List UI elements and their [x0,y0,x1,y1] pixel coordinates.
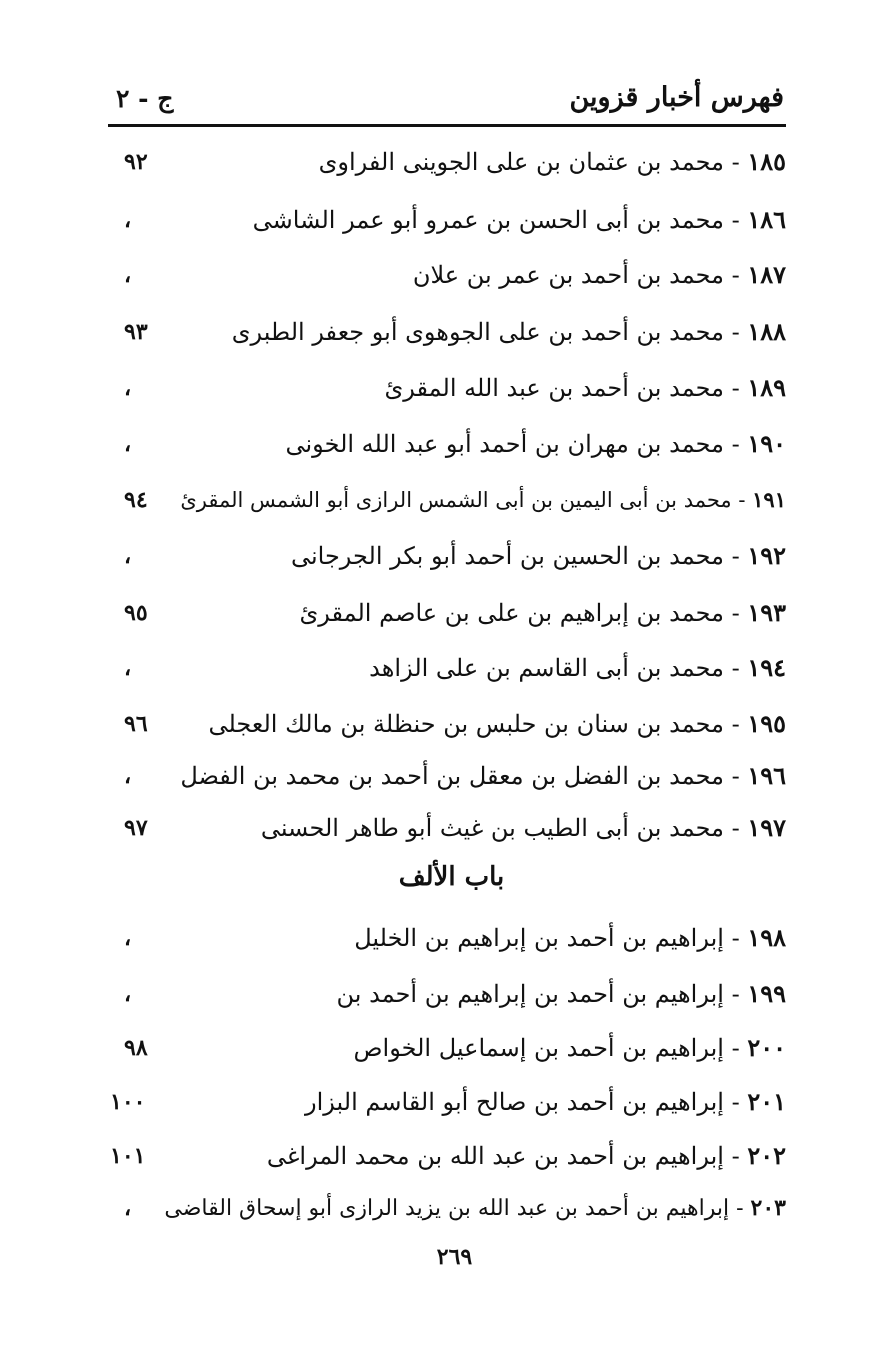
index-entry [110,1026,786,1070]
entry-text-line [354,916,786,960]
entry-text-line [253,198,786,242]
entry-text-line [305,1080,786,1124]
entry-name: محمد بن أبى الطيب بن غيث أبو طاهر الحسنى [260,814,724,842]
running-header [108,80,784,124]
entry-name: إبراهيم بن أحمد بن إبراهيم بن أحمد بن [336,980,724,1008]
index-entry [110,310,786,354]
entry-text-line [232,310,786,354]
section-heading: باب الألف [398,862,505,892]
entry-page: ، [124,375,132,401]
entry-dash: - [731,206,740,234]
page-number: ٢٦٩ [436,1244,473,1270]
entry-dash: - [731,374,740,402]
entry-text-line [164,1186,786,1231]
entry-name: محمد بن سنان بن حلبس بن حنظلة بن مالك العجلى [208,710,724,738]
entry-number: ١٨٦ [747,205,786,234]
entry-page: ٩٧ [124,815,148,841]
entry-number: ١٩٢ [747,541,786,570]
entry-text-line [337,972,786,1016]
entry-page: ، [124,925,132,951]
entry-text-line [180,754,786,798]
entry-name: إبراهيم بن أحمد بن صالح أبو القاسم البزار [305,1088,724,1116]
index-entry [110,140,786,184]
entry-number: ٢٠١ [747,1087,786,1116]
running-title: فهرس أخبار قزوين [569,82,784,113]
index-entry [110,198,786,242]
index-entry [110,591,786,635]
entry-text-line [354,1026,786,1070]
entry-number: ١٩٨ [747,923,786,952]
entry-dash: - [731,542,740,570]
entry-page: ، [124,981,132,1007]
entry-dash: - [731,148,740,176]
entry-dash: - [731,261,740,289]
entry-page: ٩٤ [124,487,148,513]
entry-name: محمد بن أحمد بن عمر بن علان [412,261,724,289]
entry-dash: - [731,1142,740,1170]
entry-number: ١٩٣ [747,598,786,627]
entry-number: ٢٠٢ [747,1141,786,1170]
entry-text-line [319,140,786,184]
entry-number: ١٩١ [752,487,786,512]
entry-name: إبراهيم بن أحمد بن عبد الله بن يزيد الرازى أبو إسحاق القاضى [164,1196,730,1221]
entry-name: إبراهيم بن أحمد بن إبراهيم بن الخليل [354,924,724,952]
entry-text-line [267,1134,786,1178]
index-entry [110,916,786,960]
entry-name: إبراهيم بن أحمد بن إسماعيل الخواص [353,1034,724,1062]
entry-dash: - [731,1088,740,1116]
entry-page: ، [124,207,132,233]
entry-page: ٩٨ [124,1035,148,1061]
entry-name: محمد بن أبى الحسن بن عمرو أبو عمر الشاشى [252,206,724,234]
entry-page: ، [124,543,132,569]
entry-number: ١٩٠ [747,429,786,458]
entry-text-line [261,806,786,850]
entry-name: محمد بن إبراهيم بن على بن عاصم المقرئ [299,599,724,627]
entry-dash: - [731,1034,740,1062]
entry-dash: - [731,318,740,346]
entry-text-line [208,702,786,746]
index-entry [110,534,786,578]
entry-number: ٢٠٠ [747,1033,786,1062]
index-entry [110,422,786,466]
entry-page: ٩٣ [124,319,148,345]
entry-number: ١٨٩ [747,373,786,402]
index-entry [110,1186,786,1230]
entry-text-line [384,366,786,410]
index-entry [110,754,786,798]
entry-dash: - [736,1196,744,1221]
entry-page: ١٠٠ [110,1089,146,1115]
entry-number: ١٨٨ [747,317,786,346]
entry-dash: - [731,654,740,682]
entry-number: ١٨٥ [747,147,786,176]
entry-name: محمد بن أحمد بن على الجوهوى أبو جعفر الطبرى [231,318,724,346]
entry-page: ، [124,763,132,789]
entry-number: ١٩٧ [747,813,786,842]
entry-dash: - [738,488,746,512]
entry-name: محمد بن أحمد بن عبد الله المقرئ [384,374,724,402]
entry-text-line [369,646,786,690]
entry-name: إبراهيم بن أحمد بن عبد الله بن محمد المراغى [266,1142,724,1170]
entry-page: ١٠١ [110,1143,146,1169]
entry-dash: - [731,710,740,738]
entry-name: محمد بن أبى اليمين بن أبى الشمس الرازى أبو الشمس المقرئ [180,488,732,512]
entry-text-line [299,591,786,635]
index-entry [110,1134,786,1178]
entry-text-line [286,422,787,466]
entry-text-line [180,478,786,522]
entry-text-line [291,534,786,578]
index-entry [110,806,786,850]
entry-page: ، [124,431,132,457]
entry-page: ، [124,655,132,681]
entry-page: ، [124,262,132,288]
volume-label: ج - ٢ [116,84,174,113]
entry-dash: - [731,980,740,1008]
entry-dash: - [731,430,740,458]
entry-name: محمد بن عثمان بن على الجوينى الفراوى [318,148,724,176]
entry-name: محمد بن مهران بن أحمد أبو عبد الله الخونى [285,430,724,458]
entry-page: ٩٦ [124,711,148,737]
index-entry [110,972,786,1016]
header-rule [108,124,786,127]
index-entry [110,253,786,297]
entry-page: ٩٢ [124,149,148,175]
index-entry [110,646,786,690]
entry-number: ١٩٩ [747,979,786,1008]
entry-name: محمد بن أبى القاسم بن على الزاهد [369,654,724,682]
entry-page: ٩٥ [124,600,148,626]
index-entry [110,478,786,522]
entry-name: محمد بن الفضل بن معقل بن أحمد بن محمد بن الفضل [180,762,724,790]
index-entry [110,366,786,410]
entry-dash: - [731,814,740,842]
entry-number: ١٩٦ [747,761,786,790]
entry-number: ٢٠٣ [750,1195,786,1221]
entry-name: محمد بن الحسين بن أحمد أبو بكر الجرجانى [290,542,724,570]
entry-page: ، [124,1195,132,1221]
index-entry [110,702,786,746]
entry-dash: - [731,762,740,790]
entry-dash: - [731,599,740,627]
entry-number: ١٩٤ [747,653,786,682]
index-entry [110,1080,786,1124]
entry-dash: - [731,924,740,952]
entry-number: ١٩٥ [747,709,786,738]
entry-text-line [413,253,786,297]
entry-number: ١٨٧ [747,260,786,289]
